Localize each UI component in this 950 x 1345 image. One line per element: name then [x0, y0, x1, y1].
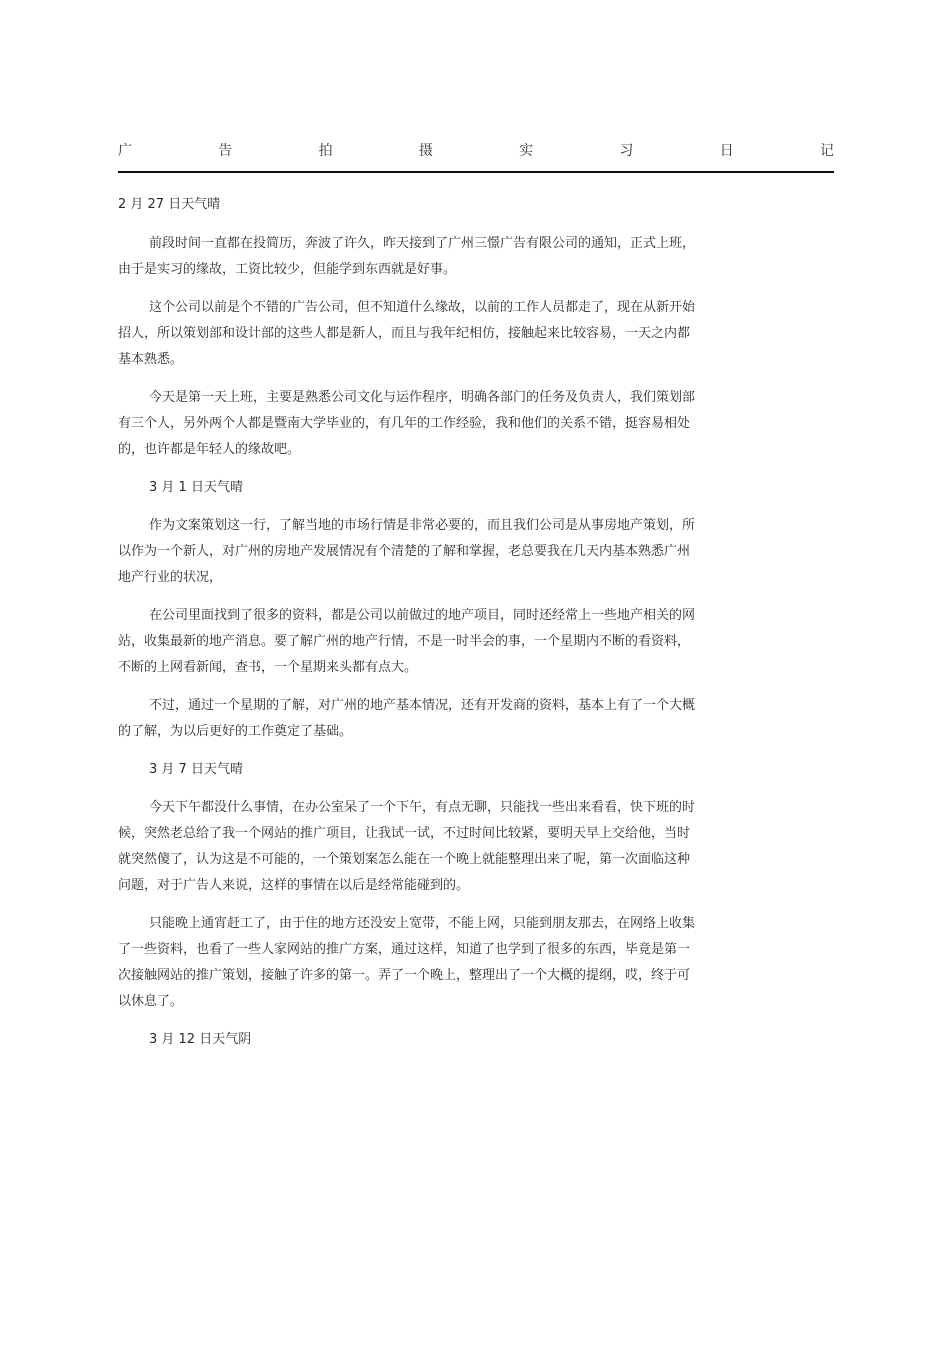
- diary-body: [118, 192, 734, 1065]
- paragraph-line: 有三个人，另外两个人都是暨南大学毕业的，有几年的工作经验，我和他们的关系不错，挺容易相处: [118, 416, 691, 431]
- entry-date-mar7: 3 月 7 日天气晴: [149, 762, 243, 777]
- title-char: 广: [118, 143, 132, 159]
- title-underline: [118, 171, 834, 173]
- paragraph-line: 地产行业的状况，: [118, 570, 223, 585]
- paragraph-line: 前段时间一直都在投简历，奔波了许久，昨天接到了广州三憬广告有限公司的通知，正式上班，: [149, 236, 696, 251]
- paragraph-line: 的，也许都是年轻人的缘故吧。: [118, 442, 301, 457]
- paragraph-line: 的了解，为以后更好的工作奠定了基础。: [118, 724, 353, 739]
- paragraph-line: 在公司里面找到了很多的资料，都是公司以前做过的地产项目，同时还经常上一些地产相关的网: [149, 608, 696, 623]
- title-char: 摄: [418, 143, 433, 159]
- paragraph-line: 今天下午都没什么事情，在办公室呆了一个下午，有点无聊，只能找一些出来看看，快下班的时: [149, 800, 696, 815]
- paragraph-line: 招人，所以策划部和设计部的这些人都是新人，而且与我年纪相仿，接触起来比较容易，一天之内都: [118, 326, 691, 341]
- paragraph-line: 问题，对于广告人来说，这样的事情在以后是经常能碰到的。: [118, 878, 470, 893]
- paragraph-line: 只能晚上通宵赶工了，由于住的地方还没安上宽带，不能上网，只能到朋友那去，在网络上收集: [149, 916, 696, 931]
- entry-date-mar1: 3 月 1 日天气晴: [149, 480, 243, 495]
- title-char: 告: [218, 143, 233, 159]
- paragraph-line: 以休息了。: [118, 994, 184, 1009]
- paragraph-line: 候，突然老总给了我一个网站的推广项目，让我试一试，不过时间比较紧，要明天早上交给他，当时: [118, 826, 691, 841]
- entry-date-feb27: 2 月 27 日天气晴: [118, 197, 221, 212]
- paragraph-line: 由于是实习的缘故，工资比较少，但能学到东西就是好事。: [118, 262, 457, 277]
- entry-date-mar12: 3 月 12 日天气阴: [149, 1032, 252, 1047]
- paragraph-3: [118, 385, 734, 463]
- document-title: [118, 140, 834, 162]
- paragraph-line: 不过，通过一个星期的了解，对广州的地产基本情况，还有开发商的资料，基本上有了一个大概: [149, 698, 696, 713]
- title-char: 日: [719, 143, 734, 159]
- paragraph-line: 今天是第一天上班，主要是熟悉公司文化与运作程序，明确各部门的任务及负责人，我们策划部: [149, 390, 696, 405]
- paragraph-line: 次接触网站的推广策划，接触了许多的第一。弄了一个晚上，整理出了一个大概的提纲，哎，终于可: [118, 968, 691, 983]
- paragraph-5: [118, 603, 734, 681]
- paragraph-1: [118, 231, 734, 283]
- paragraph-4: [118, 513, 734, 591]
- title-char: 实: [519, 143, 534, 159]
- paragraph-6: [118, 693, 734, 745]
- title-char: 拍: [318, 143, 333, 159]
- paragraph-2: [118, 295, 734, 373]
- title-char: 习: [619, 143, 634, 159]
- paragraph-line: 就突然傻了，认为这是不可能的，一个策划案怎么能在一个晚上就能整理出来了呢，第一次面临这种: [118, 852, 691, 867]
- paragraph-line: 以作为一个新人，对广州的房地产发展情况有个清楚的了解和掌握，老总要我在几天内基本熟悉广州: [118, 544, 691, 559]
- paragraph-line: 不断的上网看新闻，查书，一个星期来头都有点大。: [118, 660, 418, 675]
- paragraph-line: 站，收集最新的地产消息。要了解广州的地产行情，不是一时半会的事，一个星期内不断的看资料，: [118, 634, 691, 649]
- paragraph-line: 这个公司以前是个不错的广告公司，但不知道什么缘故，以前的工作人员都走了，现在从新开始: [149, 300, 696, 315]
- paragraph-8: [118, 911, 734, 1015]
- paragraph-line: 了一些资料，也看了一些人家网站的推广方案，通过这样，知道了也学到了很多的东西，毕竟是第一: [118, 942, 691, 957]
- paragraph-7: [118, 795, 734, 899]
- paragraph-line: 作为文案策划这一行，了解当地的市场行情是非常必要的，而且我们公司是从事房地产策划，所: [149, 518, 696, 533]
- title-char: 记: [819, 143, 834, 159]
- paragraph-line: 基本熟悉。: [118, 352, 184, 367]
